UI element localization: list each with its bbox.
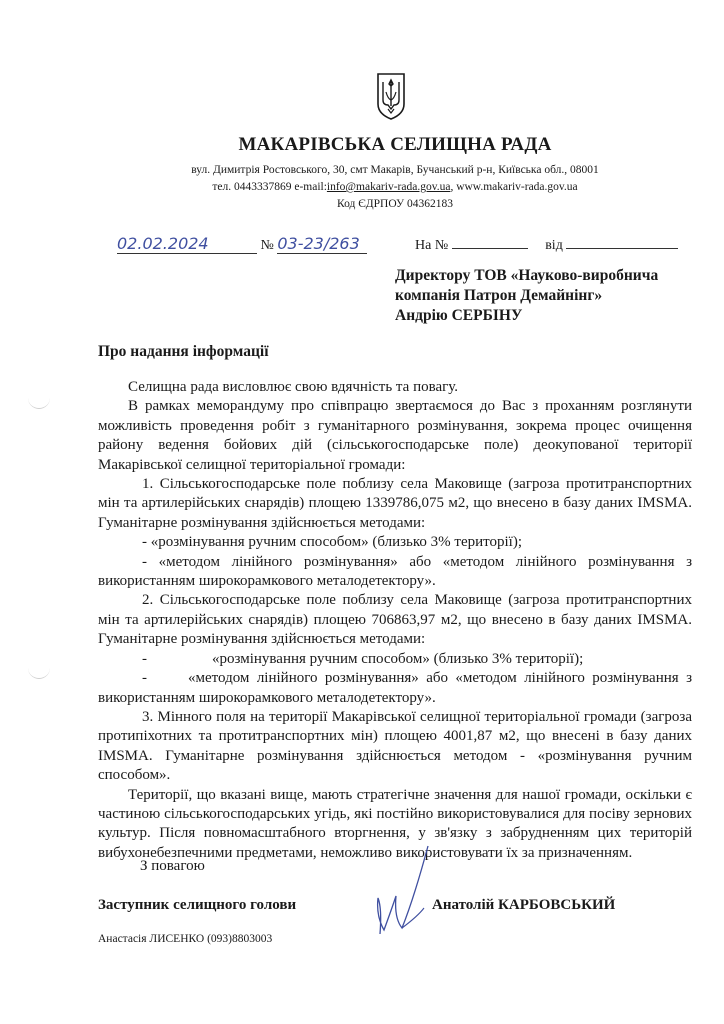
organization-name: МАКАРІВСЬКА СЕЛИЩНА РАДА xyxy=(238,134,552,155)
method-text: «методом лінійного розмінування» або «методом лінійного розмінування з використанням широкорамкового металодетектору». xyxy=(98,670,692,706)
address-line: вул. Димитрія Ростовського, 30, смт Макарів, Бучанський р-н, Київська обл., 08001 xyxy=(191,164,599,176)
letter-body xyxy=(98,378,692,863)
signer-name: Анатолій КАРБОВСЬКИЙ xyxy=(432,897,616,913)
coat-of-arms-icon xyxy=(376,72,406,120)
method-bullet xyxy=(98,650,692,669)
registration-line xyxy=(117,234,367,254)
executor-contact: Анастасія ЛИСЕНКО (093)8803003 xyxy=(98,933,273,945)
addressee-line: компанія Патрон Демайнінг» xyxy=(395,287,603,304)
bullet-dash: - xyxy=(142,670,147,687)
scan-artifact xyxy=(28,398,50,409)
registration-date: 02.02.2024 xyxy=(117,234,257,254)
list-item: 3. Мінного поля на території Макарівської селищної територіальної громади (загроза протипіхотних та протитранспортних мін) площею 4001,87 м2, що внесені в базу даних IMSMA. Гуманітарне розмінування здійснюється методом - «розмінування ручним способом». xyxy=(98,708,692,784)
list-item: 2. Сільськогосподарське поле поблизу села Маковище (загроза протитранспортних мін та артилерійських снарядів) площею 706863,97 м2, що внесено в базу даних IMSMA. Гуманітарне розмінування здійснюється методами: xyxy=(98,592,692,648)
method-bullet: - «розмінування ручним способом» (близько 3% території); xyxy=(142,534,522,551)
closing-phrase: З повагою xyxy=(140,858,205,874)
scan-artifact xyxy=(28,668,50,679)
paragraph: Селищна рада висловлює свою вдячність та повагу. xyxy=(128,379,459,395)
registration-number: 03-23/263 xyxy=(277,234,367,254)
reply-number-blank xyxy=(452,236,528,249)
contacts-prefix: тел. 0443337869 e-mail: xyxy=(212,181,327,193)
number-label: № xyxy=(260,238,274,253)
reply-reference xyxy=(415,236,678,254)
letter-subject: Про надання інформації xyxy=(98,343,269,360)
method-text: «розмінування ручним способом» (близько 3% території); xyxy=(212,650,584,667)
reply-number-label: На № xyxy=(415,238,449,253)
contacts-line xyxy=(0,181,724,193)
addressee-line: Директору ТОВ «Науково-виробнича xyxy=(395,267,659,284)
handwritten-signature xyxy=(362,838,452,948)
method-bullet xyxy=(98,669,692,708)
reply-date-label: від xyxy=(545,238,563,253)
method-bullet: - «методом лінійного розмінування» або «методом лінійного розмінування з використанням широкорамкового металодетектору». xyxy=(98,553,692,590)
paragraph: В рамках меморандуму про співпрацю звертаємося до Вас з проханням розглянути можливість проведення робіт з гуманітарного розмінування, зокрема процес очищення району ведення бойових дій (сільськогосподарське поле) деокупованої території Макарівської селищної територіальної громади: xyxy=(98,398,692,473)
contacts-suffix: , www.makariv-rada.gov.ua xyxy=(450,181,578,193)
list-item: 1. Сільськогосподарське поле поблизу села Маковище (загроза протитранспортних мін та артилерійських снарядів) площею 1339786,075 м2, що внесено в базу даних IMSMA. Гуманітарне розмінування здійснюється методами: xyxy=(98,476,692,531)
email-link[interactable]: info@makariv-rada.gov.ua xyxy=(326,181,451,193)
reply-date-blank xyxy=(566,236,678,249)
bullet-dash: - xyxy=(142,650,147,667)
paragraph: Території, що вказані вище, мають стратегічне значення для нашої громади, оскільки є частиною сільськогосподарських угідь, які постійно використовувалися для посіву зернових культур. Після повномасштабного вторгнення, у зв'язку з забрудненням цих територій вибухонебезпечними предметами, неможливо використовувати їх за призначенням. xyxy=(98,786,692,861)
signer-title: Заступник селищного голови xyxy=(98,897,297,913)
edrpou-code: Код ЄДРПОУ 04362183 xyxy=(336,198,454,210)
addressee-name: Андрію СЕРБІНУ xyxy=(395,307,523,324)
addressee-block xyxy=(395,266,715,326)
